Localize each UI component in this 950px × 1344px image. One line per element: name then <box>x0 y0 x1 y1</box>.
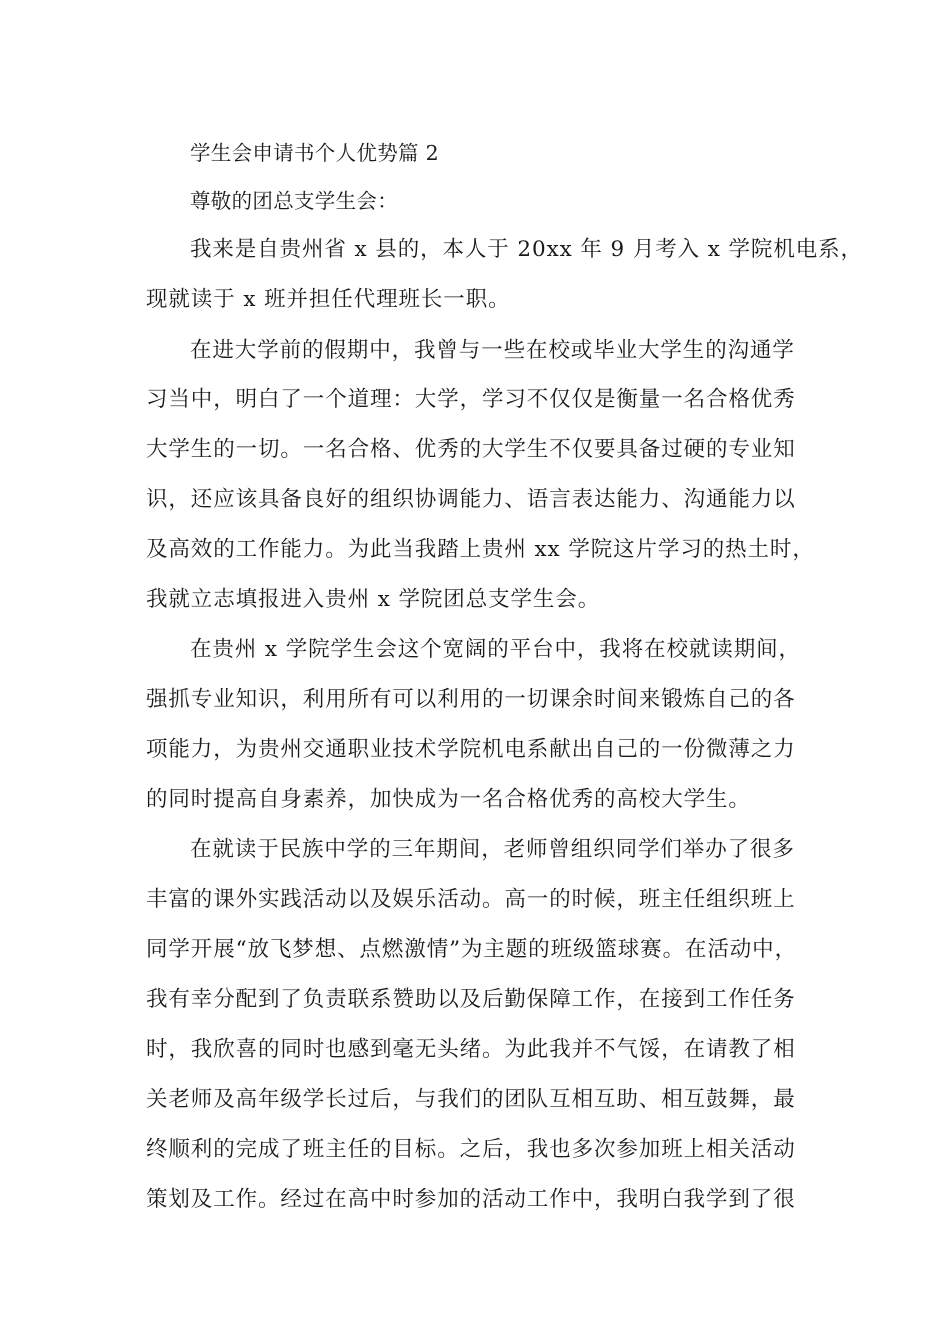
paragraph-line: 我有幸分配到了负责联系赞助以及后勤保障工作，在接到工作任务 <box>146 987 796 1012</box>
paragraph-line: 在进大学前的假期中，我曾与一些在校或毕业大学生的沟通学 <box>190 338 795 363</box>
paragraph-line: 终顺利的完成了班主任的目标。之后，我也多次参加班上相关活动 <box>146 1137 796 1162</box>
document-title: 学生会申请书个人优势篇 2 <box>190 141 439 165</box>
paragraph-line: 丰富的课外实践活动以及娱乐活动。高一的时候，班主任组织班上 <box>146 887 796 912</box>
paragraph-line: 在贵州 x 学院学生会这个宽阔的平台中，我将在校就读期间， <box>190 637 801 662</box>
paragraph-line: 同学开展“放飞梦想、点燃激情”为主题的班级篮球赛。在活动中， <box>146 937 797 962</box>
paragraph-line: 习当中，明白了一个道理：大学，学习不仅仅是衡量一名合格优秀 <box>146 387 796 412</box>
salutation: 尊敬的团总支学生会： <box>190 189 398 213</box>
paragraph-line: 现就读于 x 班并担任代理班长一职。 <box>146 287 511 312</box>
paragraph-line: 及高效的工作能力。为此当我踏上贵州 xx 学院这片学习的热土时， <box>146 537 815 562</box>
paragraph-line: 策划及工作。经过在高中时参加的活动工作中，我明白我学到了很 <box>146 1187 796 1212</box>
paragraph-line: 我就立志填报进入贵州 x 学院团总支学生会。 <box>146 587 601 612</box>
paragraph-line: 在就读于民族中学的三年期间，老师曾组织同学们举办了很多 <box>190 837 795 862</box>
paragraph-line: 的同时提高自身素养，加快成为一名合格优秀的高校大学生。 <box>146 787 751 812</box>
paragraph-line: 关老师及高年级学长过后，与我们的团队互相互助、相互鼓舞，最 <box>146 1087 796 1112</box>
paragraph-line: 强抓专业知识，利用所有可以利用的一切课余时间来锻炼自己的各 <box>146 687 796 712</box>
paragraph-line: 时，我欣喜的同时也感到毫无头绪。为此我并不气馁，在请教了相 <box>146 1037 796 1062</box>
paragraph-line: 我来是自贵州省 x 县的，本人于 20xx 年 9 月考入 x 学院机电系， <box>190 237 863 262</box>
paragraph-line: 大学生的一切。一名合格、优秀的大学生不仅要具备过硬的专业知 <box>146 437 796 462</box>
paragraph-line: 项能力，为贵州交通职业技术学院机电系献出自己的一份微薄之力 <box>146 737 796 762</box>
paragraph-line: 识，还应该具备良好的组织协调能力、语言表达能力、沟通能力以 <box>146 487 796 512</box>
